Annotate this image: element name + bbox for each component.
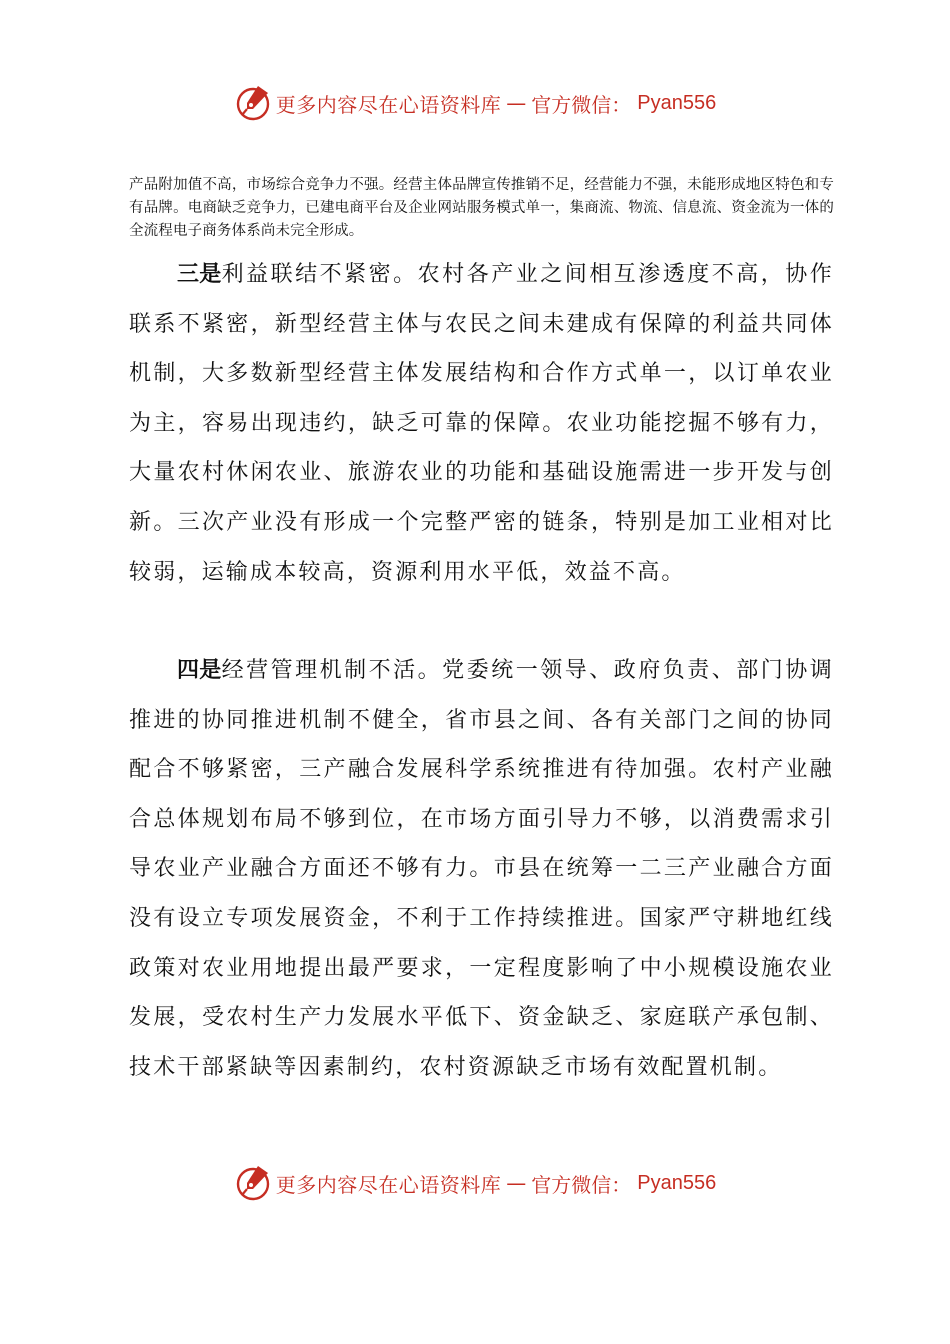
section-3-paragraph bbox=[129, 250, 834, 597]
footer-wechat-label: 官方微信： bbox=[531, 1172, 632, 1197]
footer-banner-text: 更多内容尽在心语资料库 bbox=[275, 1172, 502, 1197]
footer-wechat-id: Pyan556 bbox=[637, 1171, 717, 1194]
header-wechat-label: 官方微信： bbox=[531, 92, 632, 117]
header-banner bbox=[0, 81, 950, 125]
section-4-lead: 四是 bbox=[177, 658, 222, 683]
section-4-text: 经营管理机制不活。党委统一领导、政府负责、部门协调推进的协同推进机制不健全，省市县之间、各有关部门之间的协同配合不够紧密，三产融合发展科学系统推进有待加强。农村产业融合总体规划布局不够到位，在市场方面引导力不够，以消费需求引导农业产业融合方面还不够有力。市县在统筹一二三产业融合方面没有设立专项发展资金，不利于工作持续推进。国家严守耕地红线政策对农业用地提出最严要求，一定程度影响了中小规模设施农业发展，受农村生产力发展水平低下、资金缺乏、家庭联产承包制、技术干部紧缺等因素制约，农村资源缺乏市场有效配置机制。 bbox=[129, 658, 834, 1080]
header-banner-dash: — bbox=[506, 91, 527, 115]
header-wechat-id: Pyan556 bbox=[637, 91, 717, 114]
header-banner-text: 更多内容尽在心语资料库 bbox=[275, 92, 502, 117]
fountain-pen-logo-icon bbox=[234, 84, 272, 122]
footer-banner-dash: — bbox=[506, 1171, 527, 1195]
footer-banner-content bbox=[234, 1164, 716, 1202]
intro-paragraph: 产品附加值不高，市场综合竞争力不强。经营主体品牌宣传推销不足，经营能力不强，未能形成地区特色和专有品牌。电商缺乏竞争力，已建电商平台及企业网站服务模式单一，集商流、物流、信息流、资金流为一体的全流程电子商务体系尚未完全形成。 bbox=[129, 177, 834, 239]
footer-banner bbox=[0, 1161, 950, 1205]
fountain-pen-logo-icon bbox=[234, 1164, 272, 1202]
section-4-paragraph bbox=[129, 646, 834, 1092]
section-3-lead: 三是 bbox=[177, 262, 222, 287]
header-banner-content bbox=[234, 84, 716, 122]
section-3-text: 利益联结不紧密。农村各产业之间相互渗透度不高，协作联系不紧密，新型经营主体与农民之间未建成有保障的利益共同体机制，大多数新型经营主体发展结构和合作方式单一，以订单农业为主，容易出现违约，缺乏可靠的保障。农业功能挖掘不够有力，大量农村休闲农业、旅游农业的功能和基础设施需进一步开发与创新。三次产业没有形成一个完整严密的链条，特别是加工业相对比较弱，运输成本较高，资源利用水平低，效益不高。 bbox=[129, 262, 834, 585]
